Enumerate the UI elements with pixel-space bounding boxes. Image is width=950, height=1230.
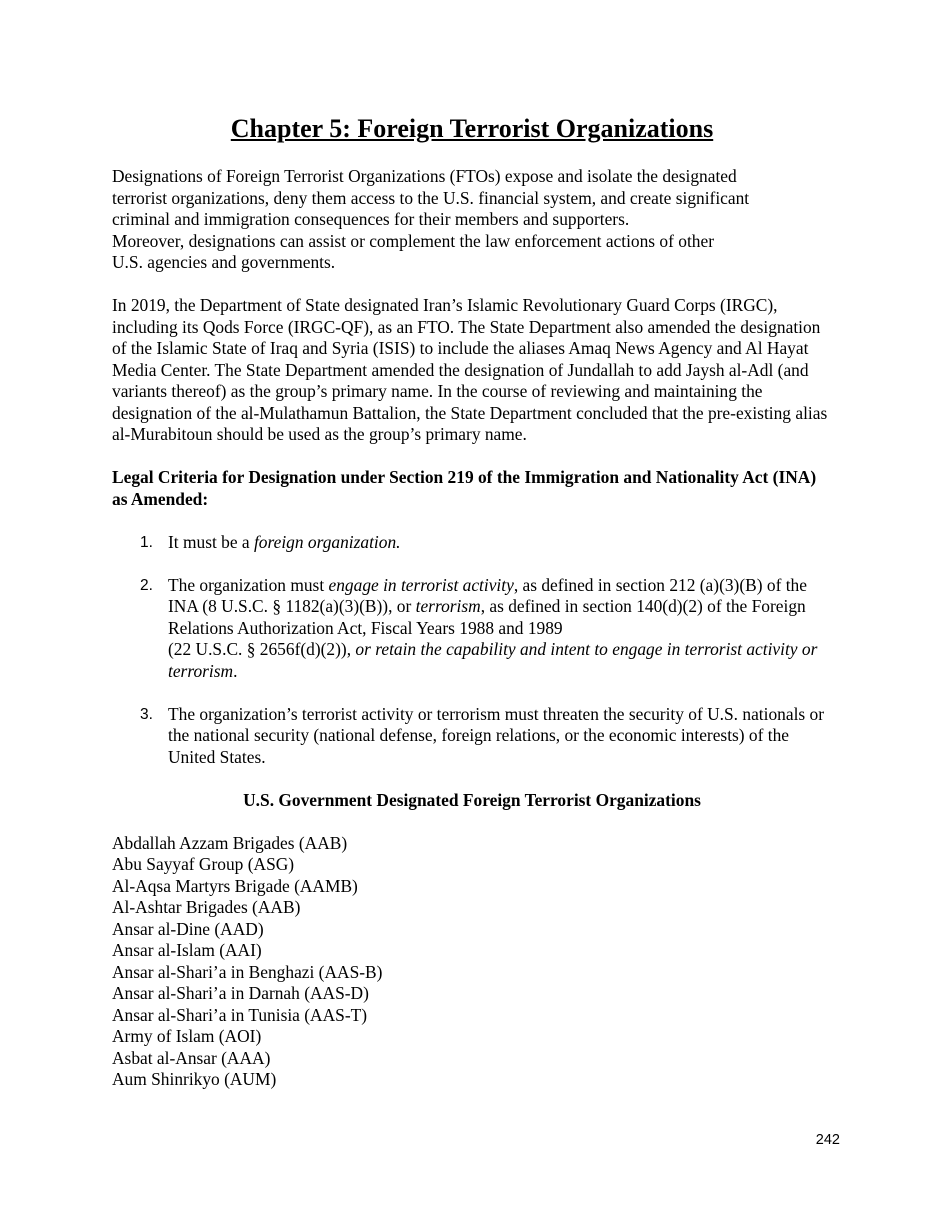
spacer — [112, 446, 832, 468]
org-item: Ansar al-Shari’a in Tunisia (AAS-T) — [112, 1004, 368, 1025]
criteria-text: The organization must — [168, 574, 329, 595]
criteria-italic-text: or retain the capability and intent to engage in terrorist activity or terrorism — [168, 639, 818, 681]
criteria-text: It must be a — [168, 531, 254, 552]
criteria-text: The organization’s terrorist activity or terrorism must threaten the security of U.S. nationals or the national security (national defense, foreign relations, or the economic interests) of the United States. — [168, 703, 825, 767]
intro-paragraph — [112, 166, 832, 274]
orgs-heading: U.S. Government Designated Foreign Terrorist Organizations — [243, 789, 701, 810]
criteria-text: , as defined in section 212 (a)(3)(B) of the INA (8 U.S.C. § 1182(a)(3)(B)), or — [168, 574, 807, 616]
org-item: Ansar al-Islam (AAI) — [112, 940, 262, 960]
org-item: Asbat al-Ansar (AAA) — [112, 1047, 271, 1068]
org-item: Abu Sayyaf Group (ASG) — [112, 854, 295, 874]
criteria-item — [112, 532, 832, 554]
spacer — [112, 274, 832, 296]
chapter-title: Chapter 5: Foreign Terrorist Organizations — [230, 114, 714, 143]
document-page — [112, 112, 832, 1091]
intro-line: Designations of Foreign Terrorist Organizations (FTOs) expose and isolate the designated — [112, 166, 737, 186]
list-number: 2. — [140, 576, 153, 594]
list-number: 1. — [140, 533, 153, 551]
orgs-list — [112, 833, 832, 1091]
criteria-text: (22 U.S.C. § 2656f(d)(2)), — [168, 639, 356, 659]
org-item: Army of Islam (AOI) — [112, 1026, 262, 1046]
org-item: Aum Shinrikyo (AUM) — [112, 1069, 277, 1089]
spacer — [112, 682, 832, 704]
org-item: Ansar al-Dine (AAD) — [112, 918, 264, 939]
criteria-italic-text: foreign organization. — [253, 531, 401, 552]
spacer — [112, 811, 832, 833]
criteria-italic-text: terrorism — [415, 596, 481, 616]
spacer — [112, 553, 832, 575]
spacer — [112, 510, 832, 532]
page-number: 242 — [815, 1132, 840, 1148]
spacer — [112, 768, 832, 790]
org-item: Ansar al-Shari’a in Darnah (AAS-D) — [112, 983, 369, 1003]
org-item: Ansar al-Shari’a in Benghazi (AAS-B) — [112, 961, 383, 982]
criteria-list — [112, 532, 832, 769]
criteria-text: . — [233, 660, 238, 681]
criteria-heading: Legal Criteria for Designation under Section 219 of the Immigration and Nationality Act (INA) as Amended: — [112, 467, 817, 509]
criteria-item — [112, 704, 832, 769]
intro-line: terrorist organizations, deny them access to the U.S. financial system, and create significant — [112, 187, 750, 208]
org-item: Abdallah Azzam Brigades (AAB) — [112, 832, 348, 853]
intro-line: criminal and immigration consequences for their members and supporters. — [112, 209, 630, 229]
criteria-text: , as defined in section 140(d)(2) of the Foreign Relations Authorization Act, Fiscal Years 1988 and 1989 — [168, 596, 806, 638]
updates-paragraph: In 2019, the Department of State designated Iran’s Islamic Revolutionary Guard Corps (IRGC), including its Qods Force (IRGC-QF), as an FTO. The State Department also amended the designation of the Islamic State of Iraq and Syria (ISIS) to include the aliases Amaq News Agency and Al Hayat Media Center. The State Department amended the designation of Jundallah to add Jaysh al-Adl (and variants thereof) as the group’s primary name. In the course of reviewing and maintaining the designation of the al-Mulathamun Battalion, the State Department concluded that the pre-existing alias al-Murabitoun should be used as the group’s primary name. — [112, 295, 828, 444]
org-item: Al-Ashtar Brigades (AAB) — [112, 897, 301, 917]
intro-line: U.S. agencies and governments. — [112, 252, 336, 272]
criteria-item — [112, 575, 832, 683]
org-item: Al-Aqsa Martyrs Brigade (AAMB) — [112, 875, 358, 896]
list-number: 3. — [140, 705, 153, 723]
criteria-italic-text: engage in terrorist activity — [328, 574, 514, 595]
intro-line: Moreover, designations can assist or complement the law enforcement actions of other — [112, 230, 714, 251]
